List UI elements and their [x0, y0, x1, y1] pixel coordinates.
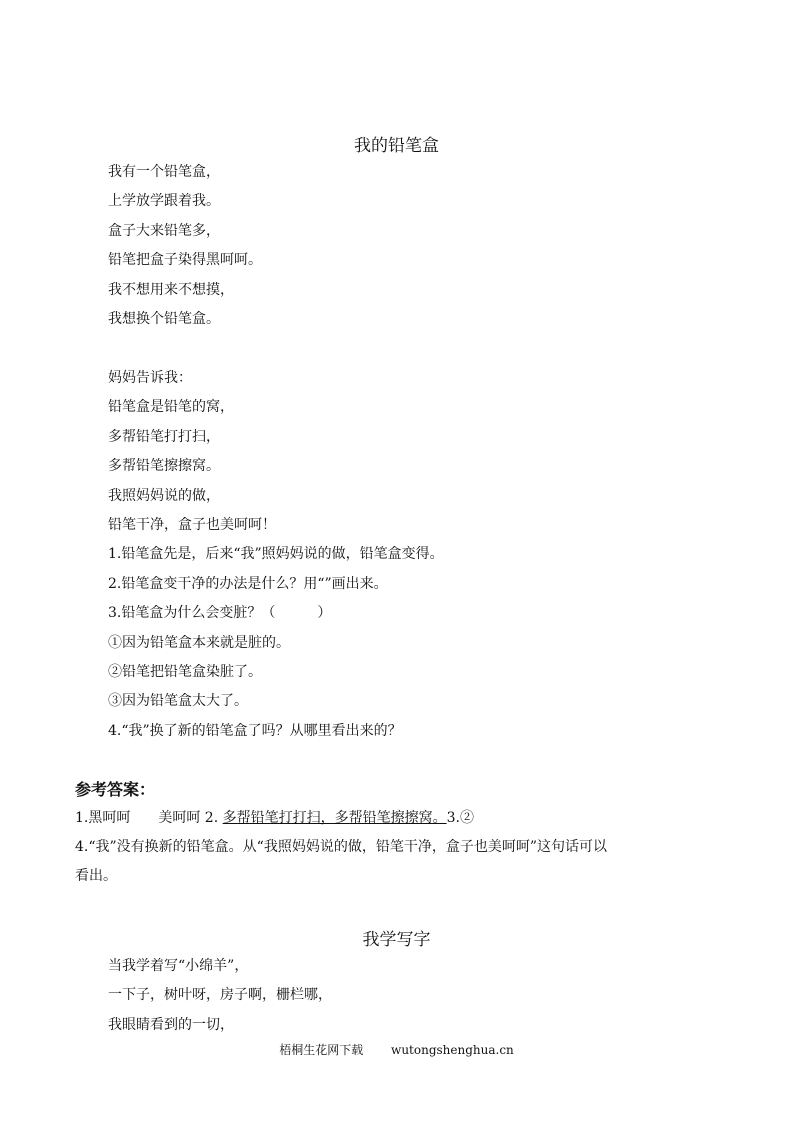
question: 4.“我”换了新的铅笔盒了吗？从哪里看出来的？ — [108, 722, 402, 739]
poem2-title: 我学写字 — [362, 930, 431, 950]
poem-line: 我眼睛看到的一切， — [108, 1016, 234, 1033]
poem-line: 盒子大来铅笔多， — [108, 222, 220, 239]
poem-line: 铅笔把盒子染得黑呵呵。 — [108, 252, 262, 269]
poem-line: 多帮铅笔擦擦窝。 — [108, 458, 220, 475]
poem-line: 我照妈妈说的做， — [108, 487, 220, 504]
answer-4-cont: 看出。 — [75, 868, 117, 884]
footer-text: 梧桐生花网下载 — [279, 1043, 364, 1057]
poem-line: 我不想用来不想摸， — [108, 281, 234, 298]
poem-line: 我想换个铅笔盒。 — [108, 310, 220, 327]
poem-line: 妈妈告诉我： — [108, 370, 192, 386]
poem-line: 铅笔盒是铅笔的窝， — [108, 399, 234, 416]
poem-stanza-1 — [108, 158, 262, 334]
answer-3: 3.② — [446, 810, 474, 826]
answer-2: 多帮铅笔打打扫，多帮铅笔擦擦窝。 — [222, 810, 447, 826]
poem-line: 铅笔干净，盒子也美呵呵！ — [108, 516, 276, 533]
answer-line-1 — [75, 804, 607, 833]
poem-line: 一下子，树叶呀，房子啊，栅栏哪， — [108, 987, 332, 1004]
footer-url: wutongshenghua.cn — [391, 1043, 514, 1057]
answers-heading: 参考答案： — [75, 780, 156, 799]
choice: ②铅笔把铅笔盒染脏了。 — [108, 663, 262, 680]
poem-title: 我的铅笔盒 — [354, 136, 439, 156]
page-footer — [0, 1041, 793, 1058]
choice: ①因为铅笔盒本来就是脏的。 — [108, 634, 290, 651]
question: 3.铅笔盒为什么会变脏？（ ） — [108, 605, 332, 622]
choice: ③因为铅笔盒太大了。 — [108, 693, 248, 710]
answer-1: 1.黑呵呵 美呵呵 2. — [75, 810, 223, 826]
poem-line: 多帮铅笔打打扫， — [108, 428, 220, 445]
poem-stanza-2 — [108, 364, 444, 746]
answers-section — [75, 775, 607, 891]
poem-line: 我有一个铅笔盒， — [108, 164, 220, 180]
question: 2.铅笔盒变干净的办法是什么？用“”画出来。 — [108, 575, 388, 592]
poem-line: 当我学着写“小绵羊”， — [108, 958, 249, 974]
poem2-body — [108, 952, 332, 1040]
poem-line: 上学放学跟着我。 — [108, 193, 220, 210]
question: 1.铅笔盒先是，后来“我”照妈妈说的做，铅笔盒变得。 — [108, 546, 444, 563]
answer-4: 4.“我”没有换新的铅笔盒。从“我照妈妈说的做，铅笔干净，盒子也美呵呵”这句话可以 — [75, 839, 607, 855]
